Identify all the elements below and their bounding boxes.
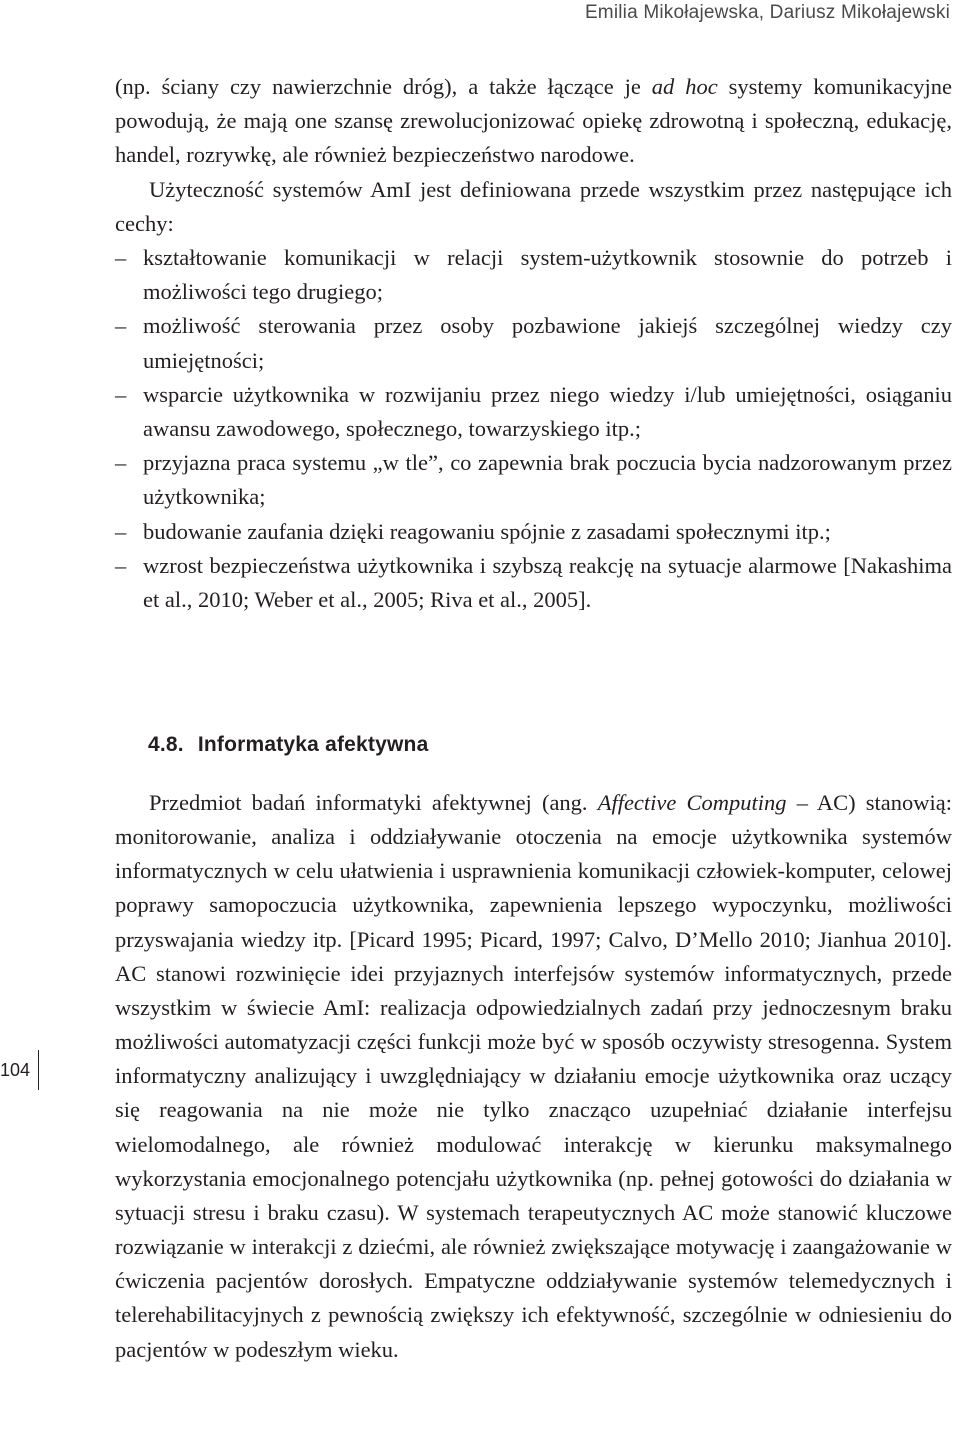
section-text-part: Przedmiot badań informatyki afektywnej (ang. [149, 790, 598, 815]
list-item [115, 378, 952, 446]
dash-bullet: – [115, 381, 127, 407]
list-item-text: możliwość sterowania przez osoby pozbawione jakiejś szczególnej wiedzy czy umiejętności; [143, 313, 952, 373]
section-heading [148, 733, 428, 757]
list-item-text: wsparcie użytkownika w rozwijaniu przez niego wiedzy i/lub umiejętności, osiąganiu awansu zawodowego, społecznego, towarzyskiego itp.; [143, 381, 952, 442]
list-item-text: przyjazna praca systemu „w tle”, co zapewnia brak poczucia bycia nadzorowanym przez użytkownika; [143, 450, 952, 510]
list-item [115, 446, 952, 514]
intro-italic-term: ad hoc [651, 74, 718, 99]
dash-bullet: – [115, 518, 127, 544]
usability-paragraph: Użyteczność systemów AmI jest definiowana przede wszystkim przez następujące ich cechy: [115, 176, 952, 236]
list-item [115, 549, 952, 617]
intro-text-part: systemy komunikacyjne powodują, że mają one szansę zrewolucjonizować opiekę zdrowotną i społeczną, edukację, handel, rozrywkę, ale również bezpieczeństwo narodowe. [115, 74, 952, 168]
list-item [115, 309, 952, 377]
list-item-text: wzrost bezpieczeństwa użytkownika i szybszą reakcję na sytuacje alarmowe [Nakashima et al., 2010; Weber et al., 2005; Riva et al., 2005]. [143, 552, 952, 613]
section-title: Informatyka afektywna [197, 733, 429, 756]
feature-list [115, 241, 952, 617]
intro-paragraph [115, 70, 952, 173]
section-text-part: – AC) stanowią: monitorowanie, analiza i oddziaływanie otoczenia na emocje użytkownika systemów informatycznych w celu ułatwienia i usprawnienia komunikacji człowiek-komputer, celowej poprawy samopoczucia użytkownika, zapewnienia lepszego wypoczynku, możliwości przyswajania wiedzy itp. [Picard 1995; Picard, 1997; Calvo, D’Mello 2010; Jianhua 2010]. AC stanowi rozwinięcie idei przyjaznych interfejsów systemów informatycznych, przede wszystkim w świecie AmI: realizacja odpowiedzialnych zadań przy jednoczesnym braku możliwości automatyzacji części funkcji może być w sposób oczywisty stresogenna. System informatyczny analizujący i uwzględniający w działaniu emocje użytkownika oraz uczący się reagowania na nie może nie tylko znacząco uzupełniać działanie interfejsu wielomodalnego, ale również modulować interakcję w kierunku maksymalnego wykorzystania emocjonalnego potencjału użytkownika (np. pełnej gotowości do działania w sytuacji stresu i braku czasu). W systemach terapeutycznych AC może stanowić kluczowe rozwiązanie w interakcji z dziećmi, ale również zwiększające motywację i zaangażowanie w ćwiczenia pacjentów dorosłych. Empatyczne oddziaływanie systemów telemedycznych i telerehabilitacyjnych z pewnością zwiększy ich efektywność, szczególnie w odniesieniu do pacjentów w podeszłym wieku. [115, 790, 952, 1362]
list-item [115, 241, 952, 309]
section-body [115, 786, 952, 1367]
intro-block [115, 70, 952, 617]
running-head: Emilia Mikołajewska, Dariusz Mikołajewski [584, 2, 950, 23]
list-item-text: budowanie zaufania dzięki reagowaniu spójnie z zasadami społecznymi itp.; [143, 518, 831, 544]
section-italic-term: Affective Computing [597, 790, 787, 815]
list-item [115, 515, 952, 549]
intro-text-part: (np. ściany czy nawierzchnie dróg), a także łączące je [115, 74, 652, 99]
dash-bullet: – [115, 450, 127, 476]
section-paragraph [115, 786, 952, 1367]
page-number: 104 [0, 1050, 39, 1090]
dash-bullet: – [115, 245, 127, 271]
section-number: 4.8. [148, 733, 184, 756]
dash-bullet: – [115, 552, 127, 578]
list-item-text: kształtowanie komunikacji w relacji system-użytkownik stosownie do potrzeb i możliwości tego drugiego; [143, 245, 952, 305]
dash-bullet: – [115, 313, 127, 339]
